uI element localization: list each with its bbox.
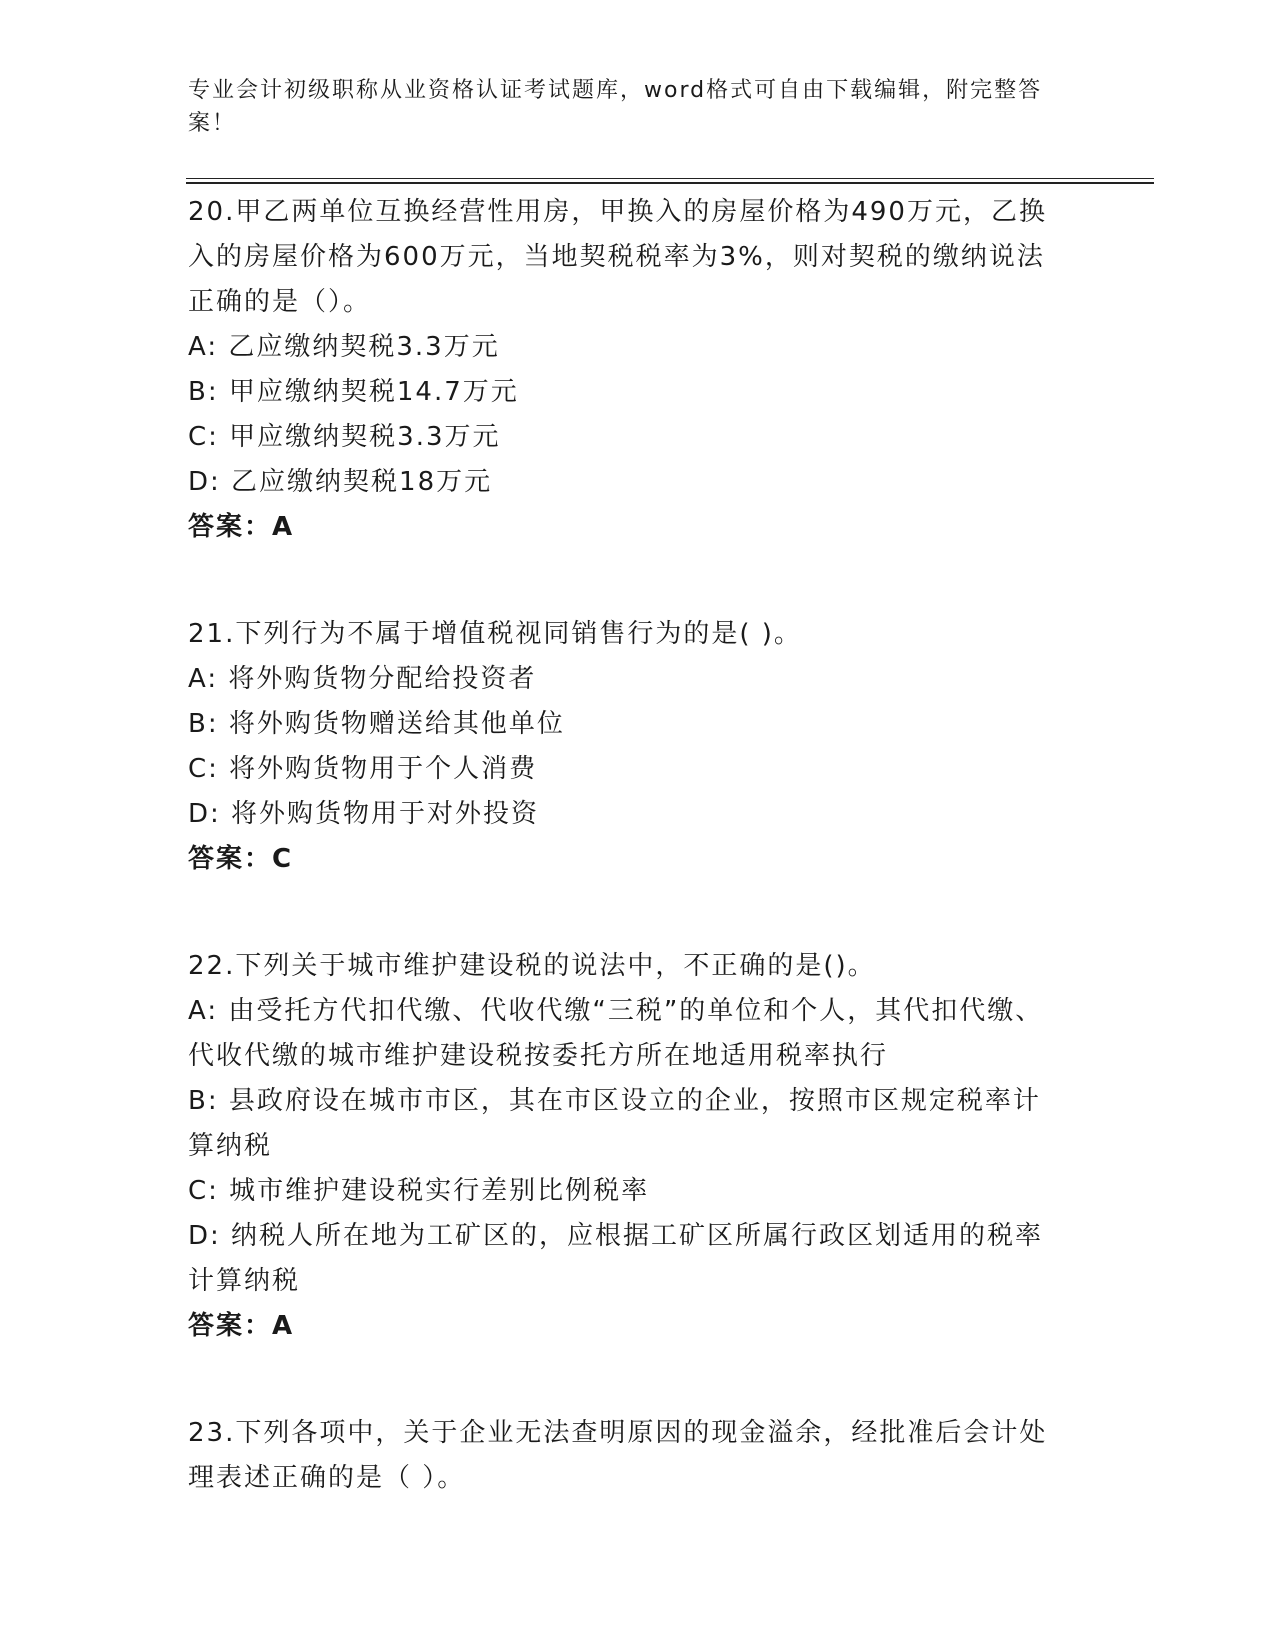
- option-a: A: 由受托方代扣代缴、代收代缴“三税”的单位和个人，其代扣代缴、代收代缴的城市维护建设税按委托方所在地适用税率执行: [188, 996, 1044, 1071]
- option-b: B: 甲应缴纳契税14.7万元: [188, 377, 519, 407]
- header-text: 专业会计初级职称从业资格认证考试题库，word格式可自由下载编辑，附完整答案！: [188, 78, 1043, 136]
- answer-label: 答案：A: [188, 512, 295, 542]
- option-c: C: 将外购货物用于个人消费: [188, 754, 538, 784]
- option-d: D: 乙应缴纳契税18万元: [188, 467, 493, 497]
- option-a: A: 乙应缴纳契税3.3万元: [188, 332, 500, 362]
- answer-label: 答案：A: [188, 1311, 295, 1341]
- option-b: B: 将外购货物赠送给其他单位: [188, 709, 565, 739]
- question-list: [188, 190, 1068, 1563]
- header-divider-thin: [186, 178, 1154, 179]
- question-22: [188, 944, 1068, 1349]
- question-stem: 21.下列行为不属于增值税视同销售行为的是( )。: [188, 619, 802, 649]
- option-d: D: 将外购货物用于对外投资: [188, 799, 540, 829]
- option-c: C: 甲应缴纳契税3.3万元: [188, 422, 501, 452]
- header-divider-thick: [186, 182, 1154, 184]
- option-d: D: 纳税人所在地为工矿区的，应根据工矿区所属行政区划适用的税率计算纳税: [188, 1221, 1044, 1296]
- question-stem: 23.下列各项中，关于企业无法查明原因的现金溢余，经批准后会计处理表述正确的是（ ）。: [188, 1418, 1048, 1493]
- question-stem: 20.甲乙两单位互换经营性用房，甲换入的房屋价格为490万元，乙换入的房屋价格为600万元，当地契税税率为3%，则对契税的缴纳说法正确的是（）。: [188, 197, 1047, 317]
- option-b: B: 县政府设在城市市区，其在市区设立的企业，按照市区规定税率计算纳税: [188, 1086, 1041, 1161]
- question-21: [188, 612, 1068, 882]
- option-a: A: 将外购货物分配给投资者: [188, 664, 537, 694]
- answer-label: 答案：C: [188, 844, 294, 874]
- option-c: C: 城市维护建设税实行差别比例税率: [188, 1176, 650, 1206]
- question-20: [188, 190, 1068, 550]
- question-23: [188, 1411, 1068, 1501]
- question-stem: 22.下列关于城市维护建设税的说法中，不正确的是()。: [188, 951, 876, 981]
